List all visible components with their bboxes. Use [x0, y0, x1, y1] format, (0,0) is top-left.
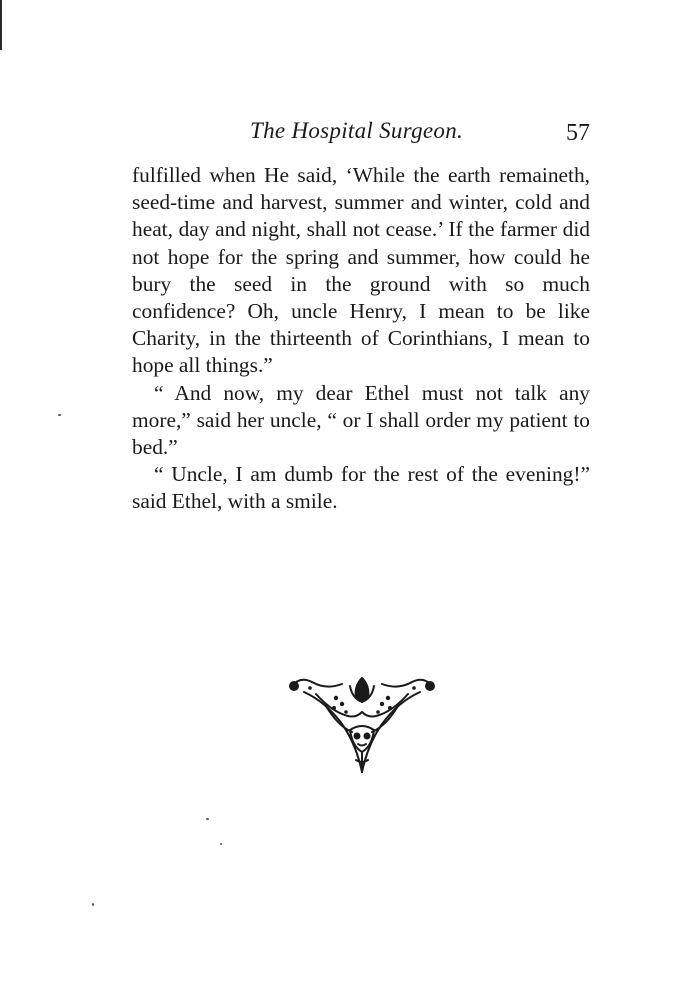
paper-speck — [92, 903, 94, 906]
page-number: 57 — [566, 120, 590, 146]
body-text — [132, 162, 590, 516]
paragraph-2: “ And now, my dear Ethel must not talk any more,” said her uncle, “ or I shall order my patient to bed.” — [132, 380, 590, 460]
floral-tailpiece-ornament-icon — [286, 672, 438, 776]
running-head — [130, 118, 590, 152]
paper-speck — [220, 843, 222, 845]
paragraph-1: fulfilled when He said, ‘While the earth remaineth, seed-time and harvest, summer and winter, cold and heat, day and night, shall not cease.’ If the farmer did not hope for the spring and summer, how could he bury the seed in the ground with so much confidence? Oh, uncle Henry, I mean to be like Charity, in the thirteenth of Corinthians, I mean to hope all things.” — [132, 163, 590, 378]
paragraph-3: “ Uncle, I am dumb for the rest of the evening!” said Ethel, with a smile. — [132, 462, 590, 514]
paper-speck — [206, 818, 209, 820]
paper-speck — [58, 414, 61, 416]
page-edge-line — [0, 0, 2, 50]
running-title: The Hospital Surgeon. — [250, 118, 464, 143]
